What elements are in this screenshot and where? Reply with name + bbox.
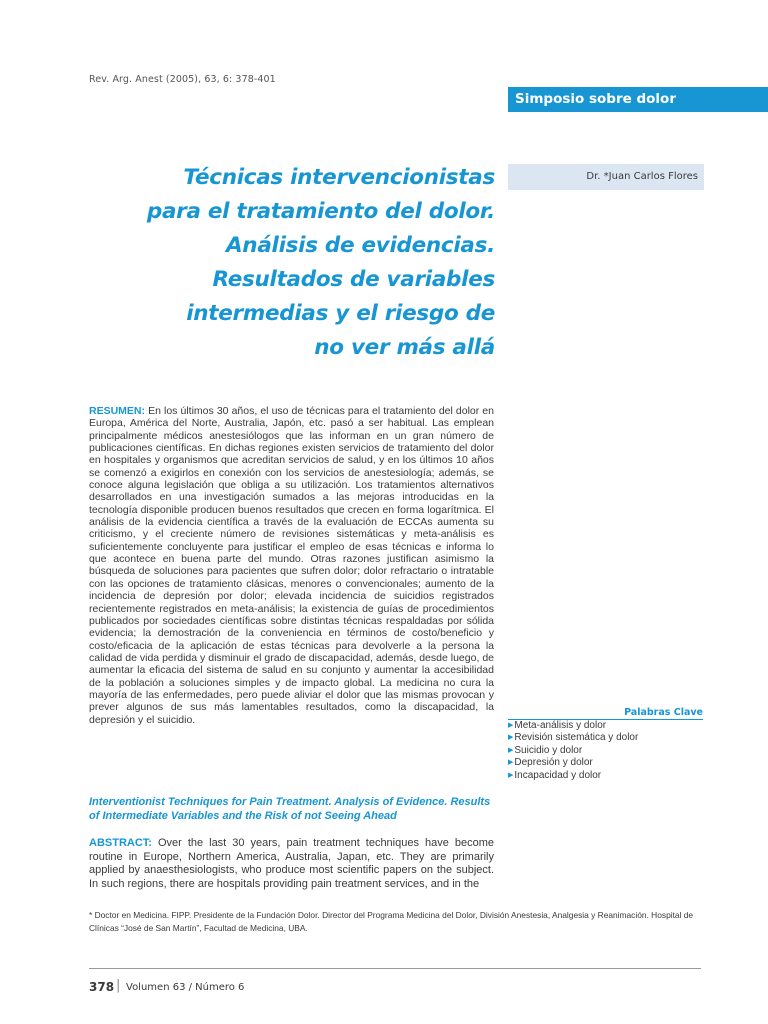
resumen-label: RESUMEN: bbox=[89, 405, 146, 417]
resumen-text: En los últimos 30 años, el uso de técnicas para el tratamiento del dolor en Europa, América del Norte, Australia, Japón, etc. pasó a ser habitual. Las emplean principalmente médicos anestesiólogos que las informan en un gran número de publicaciones científicas. En dichas regiones existen servicios de tratamiento del dolor en hospitales y organismos que acreditan servicios de salud, y en los últimos 10 años se comenzó a exigirlos en conexión con los servicios de anestesiología; además, se conoce alguna legislación que obliga a su utilización. Los tratamientos alternativos desarrollados en una investigación sumados a las mejoras introducidas en la tecnología disponible producen buenos resultados que crecen en forma logarítmica. El análisis de la evidencia científica a través de la evaluación de ECCAs aumenta su criticismo, y el creciente número de revisiones sistemáticas y meta-análisis es suficientemente concluyente para justificar el empleo de esas técnicas e informa lo que acontece en buena parte del mundo. Otras razones justifican asimismo la búsqueda de soluciones para pacientes que sufren dolor; dolor refractario o intratable con las opciones de tratamiento clásicas, menores o convencionales; aumento de la incidencia de depresión por dolor; elevada incidencia de suicidios registrados recientemente registrados en meta-análisis; la existencia de guías de procedimientos publicados por sociedades científicas sobre distintas técnicas respaldadas por sólida evidencia; la demostración de la conveniencia en términos de costo/beneficio y costo/eficacia de la aplicación de estas técnicas para devolverle a la persona la calidad de vida perdida y disminuir el grado de discapacidad, además, desde luego, de aumentar la eficacia del sistema de salud en su conjunto y aumentar la accesibilidad de la población a soluciones simples y de impacto global. La medicina no cura la mayoría de las enfermedades, pero puede aliviar el dolor que las mismas provocan y prever algunos de sus más lamentables resultados, como la discapacidad, la depresión y el suicidio. bbox=[89, 405, 494, 726]
title-line: Análisis de evidencias. bbox=[225, 233, 495, 258]
keyword-item bbox=[508, 745, 708, 757]
title-line: Resultados de variables bbox=[212, 267, 495, 292]
keyword-label: Depresión y dolor bbox=[514, 757, 593, 769]
triangle-bullet-icon: ▶ bbox=[508, 759, 514, 767]
section-header: Simposio sobre dolor bbox=[508, 87, 768, 112]
author-footnote: * Doctor en Medicina. FIPP. Presidente de la Fundación Dolor. Director del Programa Medicina del Dolor, División Anestesia, Analgesia y Reanimación. Hospital de Clínicas “José de San Martín”, Facultad de Medicina, UBA. bbox=[89, 910, 694, 933]
english-title: Interventionist Techniques for Pain Treatment. Analysis of Evidence. Results of Intermediate Variables and the Risk of not Seeing Ahead bbox=[89, 796, 491, 822]
keywords-list bbox=[508, 720, 708, 782]
keyword-item bbox=[508, 757, 708, 769]
footer-divider bbox=[89, 968, 701, 969]
title-line: intermedias y el riesgo de bbox=[186, 301, 495, 326]
resumen-paragraph bbox=[89, 405, 494, 726]
triangle-bullet-icon: ▶ bbox=[508, 746, 514, 754]
abstract-paragraph bbox=[89, 837, 494, 892]
keyword-item bbox=[508, 720, 708, 732]
triangle-bullet-icon: ▶ bbox=[508, 722, 514, 729]
keyword-label: Suicidio y dolor bbox=[514, 744, 583, 756]
keyword-label: Revisión sistemática y dolor bbox=[514, 732, 639, 744]
title-line: para el tratamiento del dolor. bbox=[146, 199, 495, 224]
title-line: Técnicas intervencionistas bbox=[183, 165, 495, 190]
journal-reference: Rev. Arg. Anest (2005), 63, 6: 378-401 bbox=[89, 74, 276, 85]
keywords-heading: Palabras Clave bbox=[508, 707, 703, 720]
keyword-label: Incapacidad y dolor bbox=[514, 769, 602, 781]
triangle-bullet-icon: ▶ bbox=[508, 771, 514, 779]
author-name: Dr. *Juan Carlos Flores bbox=[508, 164, 704, 190]
volume-info: Volumen 63 / Número 6 bbox=[126, 982, 245, 993]
page-number: 378 bbox=[89, 980, 115, 994]
keyword-item bbox=[508, 732, 708, 744]
title-line: no ver más allá bbox=[314, 335, 495, 360]
footer-separator: | bbox=[116, 978, 121, 993]
abstract-label: ABSTRACT: bbox=[89, 837, 152, 849]
article-title bbox=[100, 161, 495, 365]
keyword-label: Meta-análisis y dolor bbox=[514, 720, 607, 731]
triangle-bullet-icon: ▶ bbox=[508, 734, 514, 742]
keyword-item bbox=[508, 770, 708, 782]
abstract-text: Over the last 30 years, pain treatment techniques have become routine in Europe, Northern America, Australia, Japan, etc. They are primarily applied by anaesthesiologists, who produce most scientific papers on the subject. In such regions, there are hospitals providing pain treatment services, and in the bbox=[89, 837, 494, 891]
